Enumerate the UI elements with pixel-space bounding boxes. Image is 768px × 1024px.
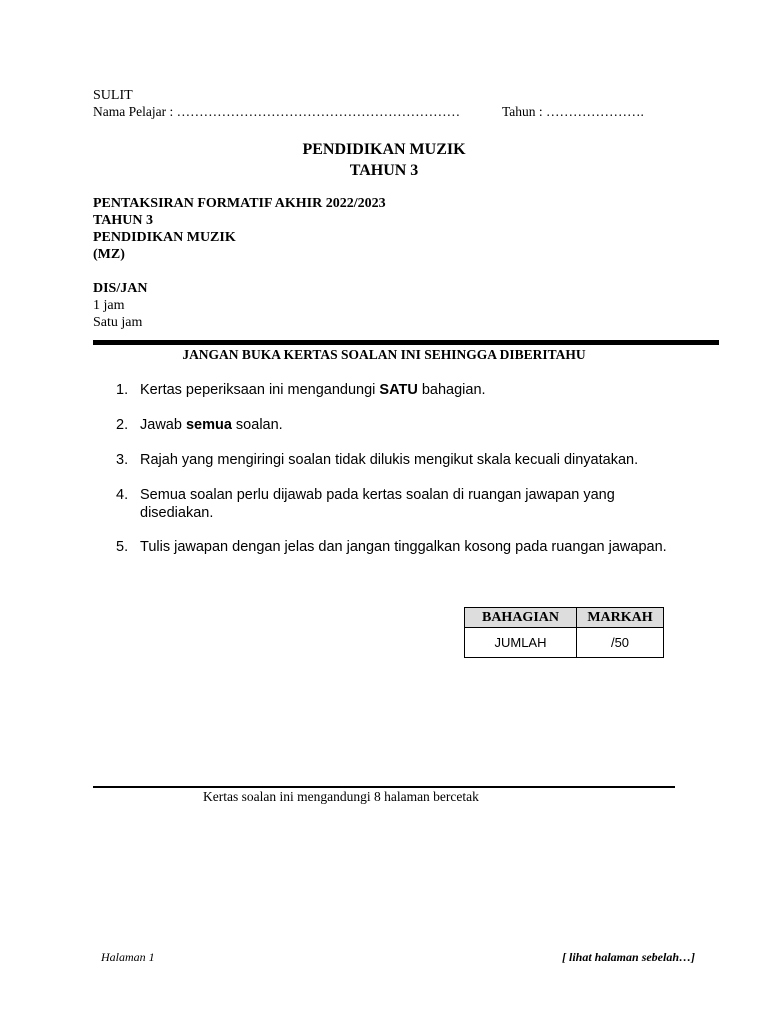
assessment-name: PENTAKSIRAN FORMATIF AKHIR 2022/2023 bbox=[93, 196, 386, 211]
student-name-field: Nama Pelajar : ……………………………………………………… bbox=[93, 104, 461, 119]
instruction-text: soalan. bbox=[231, 417, 283, 433]
instruction-text: Semua soalan perlu dijawab pada kertas soalan di ruangan jawapan yang disediakan. bbox=[140, 487, 615, 521]
classification-label: SULIT bbox=[93, 88, 133, 103]
instruction-emphasis: SATU bbox=[379, 382, 418, 398]
page-number: Halaman 1 bbox=[101, 950, 155, 964]
instruction-number: 1. bbox=[116, 382, 129, 398]
instruction-number: 5. bbox=[116, 539, 129, 555]
instruction-text: Kertas peperiksaan ini mengandungi bbox=[140, 382, 380, 398]
exam-session: DIS/JAN bbox=[93, 281, 148, 296]
column-header-marks: MARKAH bbox=[577, 608, 664, 628]
total-marks-cell: /50 bbox=[577, 628, 664, 658]
assessment-subject: PENDIDIKAN MUZIK bbox=[93, 230, 236, 245]
instruction-number: 4. bbox=[116, 487, 129, 503]
instruction-text: Rajah yang mengiringi soalan tidak dilukis mengikut skala kecuali dinyatakan. bbox=[140, 452, 639, 468]
page-count-note: Kertas soalan ini mengandungi 8 halaman bercetak bbox=[203, 789, 479, 804]
instruction-item bbox=[116, 538, 686, 556]
footer-divider bbox=[93, 786, 675, 788]
warning-notice: JANGAN BUKA KERTAS SOALAN INI SEHINGGA DIBERITAHU bbox=[182, 347, 586, 362]
instruction-item bbox=[116, 381, 686, 399]
instruction-text: Tulis jawapan dengan jelas dan jangan tinggalkan kosong pada ruangan jawapan. bbox=[140, 539, 667, 555]
instruction-item bbox=[116, 486, 686, 522]
year-field: Tahun : …………………. bbox=[502, 104, 644, 119]
marks-table-total-row bbox=[465, 628, 664, 658]
instruction-number: 3. bbox=[116, 452, 129, 468]
next-page-note: [ lihat halaman sebelah…] bbox=[562, 950, 696, 964]
exam-duration-words: Satu jam bbox=[93, 315, 143, 330]
marks-table-header-row bbox=[465, 608, 664, 628]
instruction-text: bahagian. bbox=[417, 382, 486, 398]
instruction-text: Jawab bbox=[140, 417, 186, 433]
instruction-item bbox=[116, 416, 686, 434]
subject-code: (MZ) bbox=[93, 247, 125, 262]
instruction-emphasis: semua bbox=[185, 417, 232, 433]
marks-table bbox=[464, 607, 664, 658]
column-header-section: BAHAGIAN bbox=[465, 608, 577, 628]
instruction-item bbox=[116, 451, 686, 469]
exam-duration: 1 jam bbox=[93, 298, 125, 313]
instruction-number: 2. bbox=[116, 417, 129, 433]
total-label-cell: JUMLAH bbox=[465, 628, 577, 658]
section-divider bbox=[93, 340, 719, 345]
year-title: TAHUN 3 bbox=[349, 162, 419, 179]
assessment-year: TAHUN 3 bbox=[93, 213, 154, 228]
subject-title: PENDIDIKAN MUZIK bbox=[302, 141, 466, 158]
